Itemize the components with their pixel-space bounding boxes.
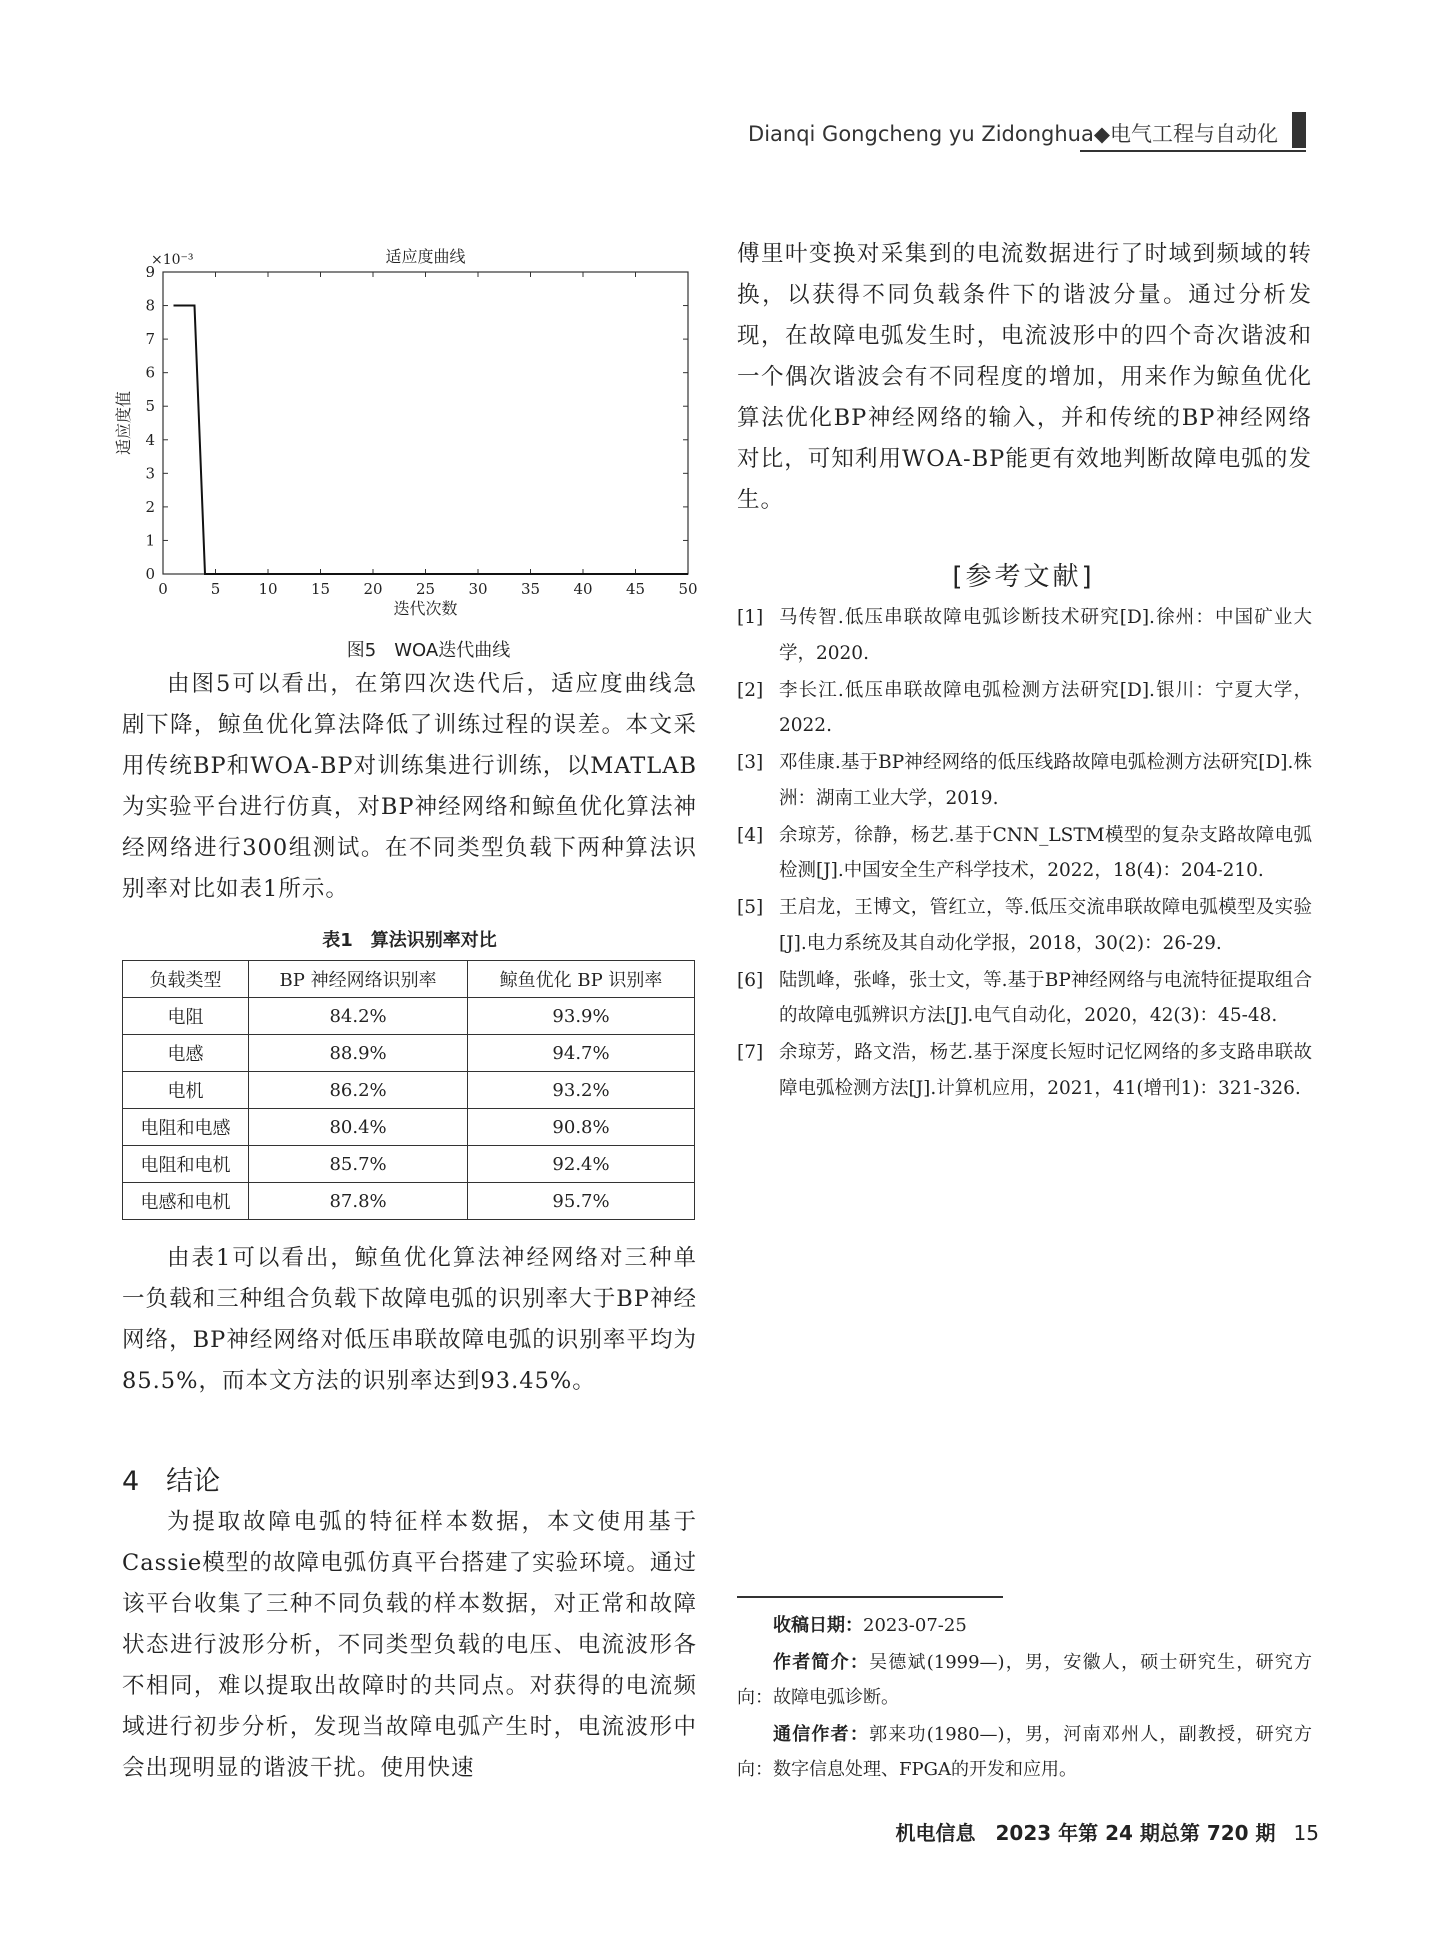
reference-item — [737, 600, 1312, 671]
reference-number: [6] — [737, 969, 764, 991]
reference-item — [737, 963, 1312, 1034]
table-header-cell: 鲸鱼优化 BP 识别率 — [468, 961, 695, 998]
table-cell: 电感和电机 — [123, 1183, 249, 1220]
table-cell: 86.2% — [249, 1072, 468, 1109]
table-cell: 95.7% — [468, 1183, 695, 1220]
x-axis-label: 迭代次数 — [393, 599, 458, 618]
table-cell: 电机 — [123, 1072, 249, 1109]
table-header-cell: 负载类型 — [123, 961, 249, 998]
x-tick-label: 20 — [363, 580, 383, 598]
footnotes — [737, 1608, 1312, 1789]
reference-number: [7] — [737, 1042, 764, 1063]
reference-text: 王启龙，王博文，管红立，等.低压交流串联故障电弧模型及实验[J].电力系统及其自动化学报，2018，30(2)：26-29. — [779, 897, 1312, 954]
reference-number: [4] — [737, 824, 764, 846]
table-cell: 90.8% — [468, 1109, 695, 1146]
y-tick-label: 7 — [145, 330, 155, 349]
section-heading: 4 结论 — [122, 1466, 221, 1497]
table-cell: 93.2% — [468, 1072, 695, 1109]
reference-text: 余琼芳，路文浩，杨艺.基于深度长短时记忆网络的多支路串联故障电弧检测方法[J].计算机应用，2021，41(增刊1)：321-326. — [779, 1042, 1312, 1099]
footnote-item — [737, 1608, 1312, 1644]
footnote-text: 2023-07-25 — [863, 1615, 967, 1636]
body-paragraph-continued — [737, 234, 1312, 521]
footer-journal-issue: 机电信息 2023 年第 24 期总第 720 期 — [895, 1821, 1276, 1845]
footnote-item — [737, 1645, 1312, 1716]
reference-number: [3] — [737, 752, 764, 773]
y-tick-label: 0 — [145, 565, 155, 583]
footnote-text: 郭来功(1980—)，男，河南邓州人，副教授，研究方向：数字信息处理、FPGA的开发和应用。 — [737, 1723, 1312, 1780]
y-tick-label: 8 — [145, 296, 155, 315]
footnote-label: 通信作者： — [773, 1723, 870, 1745]
y-tick-label: 1 — [145, 531, 155, 550]
y-tick-label: 5 — [145, 397, 155, 416]
paragraph-text: 由图5可以看出，在第四次迭代后，适应度曲线急剧下降，鲸鱼优化算法降低了训练过程的误差。本文采用传统BP和WOA-BP对训练集进行训练，以MATLAB为实验平台进行仿真，对BP神经网络和鲸鱼优化算法神经网络进行300组测试。在不同类型负载下两种算法识别率对比如表1所示。 — [122, 671, 697, 902]
table-cell: 85.7% — [249, 1146, 468, 1183]
recognition-rate-table — [122, 960, 695, 1220]
table-title: 表1 算法识别率对比 — [322, 930, 497, 951]
header-bar-mark — [1292, 112, 1306, 148]
x-tick-label: 35 — [520, 580, 541, 598]
table-row — [123, 1183, 695, 1220]
table-cell: 电感 — [123, 1035, 249, 1072]
figure-caption: 图5 WOA迭代曲线 — [346, 640, 511, 661]
reference-item — [737, 745, 1312, 816]
body-paragraph-1 — [122, 664, 697, 910]
plot-frame — [163, 272, 688, 574]
fitness-series-line — [174, 306, 689, 574]
footnote-label: 作者简介： — [773, 1651, 870, 1673]
page-footer — [895, 1817, 1319, 1846]
footnote-label: 收稿日期： — [773, 1615, 863, 1636]
footnote-rule — [737, 1596, 1003, 1598]
header-rule — [1080, 150, 1306, 152]
x-tick-label: 5 — [210, 580, 221, 598]
reference-item — [737, 818, 1312, 889]
table-cell: 电阻 — [123, 998, 249, 1035]
x-tick-label: 10 — [258, 580, 278, 598]
chart-title: 适应度曲线 — [385, 247, 466, 266]
reference-text: 陆凯峰，张峰，张士文，等.基于BP神经网络与电流特征提取组合的故障电弧辨识方法[J].电气自动化，2020，42(3)：45-48. — [779, 969, 1312, 1026]
table-row — [123, 1072, 695, 1109]
reference-text: 李长江.低压串联故障电弧检测方法研究[D].银川：宁夏大学，2022. — [779, 679, 1312, 736]
reference-number: [1] — [737, 607, 764, 628]
y-multiplier: ×10⁻³ — [151, 252, 194, 268]
reference-text: 邓佳康.基于BP神经网络的低压线路故障电弧检测方法研究[D].株洲：湖南工业大学，2019. — [779, 752, 1312, 809]
x-tick-label: 0 — [158, 580, 168, 598]
table-cell: 电阻和电机 — [123, 1146, 249, 1183]
x-tick-label: 30 — [468, 580, 488, 598]
table-cell: 84.2% — [249, 998, 468, 1035]
fitness-curve-chart — [105, 240, 705, 630]
paragraph-text: 由表1可以看出，鲸鱼优化算法神经网络对三种单一负载和三种组合负载下故障电弧的识别率大于BP神经网络，BP神经网络对低压串联故障电弧的识别率平均为85.5%，而本文方法的识别率达到93.45%。 — [122, 1245, 697, 1394]
y-tick-label: 3 — [145, 464, 155, 483]
x-tick-label: 25 — [415, 580, 436, 598]
table-header-cell: BP 神经网络识别率 — [249, 961, 468, 998]
table-cell: 92.4% — [468, 1146, 695, 1183]
y-tick-label: 6 — [145, 363, 155, 382]
reference-item — [737, 1035, 1312, 1106]
y-tick-label: 9 — [145, 263, 155, 281]
running-header — [748, 112, 1306, 152]
x-tick-label: 45 — [625, 580, 646, 598]
reference-text: 余琼芳，徐静，杨艺.基于CNN_LSTM模型的复杂支路故障电弧检测[J].中国安全生产科学技术，2022，18(4)：204-210. — [779, 824, 1312, 881]
y-tick-label: 2 — [145, 497, 155, 516]
table-row — [123, 1109, 695, 1146]
footnote-text: 吴德斌(1999—)，男，安徽人，硕士研究生，研究方向：故障电弧诊断。 — [737, 1651, 1312, 1708]
x-tick-label: 50 — [678, 580, 698, 598]
journal-name: Dianqi Gongcheng yu Zidonghua◆电气工程与自动化 — [748, 122, 1278, 146]
table-cell: 94.7% — [468, 1035, 695, 1072]
table-header-row — [123, 961, 695, 998]
table-row — [123, 1146, 695, 1183]
references-title: [参考文献] — [952, 562, 1095, 592]
table-cell: 93.9% — [468, 998, 695, 1035]
page-number: 15 — [1293, 1821, 1319, 1845]
footnote-item — [737, 1717, 1312, 1788]
reference-item — [737, 673, 1312, 744]
table-cell: 80.4% — [249, 1109, 468, 1146]
y-tick-label: 4 — [145, 430, 155, 449]
reference-list — [737, 600, 1312, 1108]
reference-text: 马传智.低压串联故障电弧诊断技术研究[D].徐州：中国矿业大学，2020. — [779, 607, 1312, 664]
table-row — [123, 1035, 695, 1072]
table-cell: 87.8% — [249, 1183, 468, 1220]
reference-number: [5] — [737, 897, 764, 918]
body-paragraph-2 — [122, 1238, 697, 1402]
paragraph-text: 为提取故障电弧的特征样本数据，本文使用基于Cassie模型的故障电弧仿真平台搭建了实验环境。通过该平台收集了三种不同负载的样本数据，对正常和故障状态进行波形分析，不同类型负载的电压、电流波形各不相同，难以提取出故障时的共同点。对获得的电流频域进行初步分析，发现当故障电弧产生时，电流波形中会出现明显的谐波干扰。使用快速 — [122, 1509, 697, 1781]
table-row — [123, 998, 695, 1035]
y-axis-label: 适应度值 — [114, 390, 133, 456]
x-tick-label: 15 — [310, 580, 331, 598]
reference-number: [2] — [737, 679, 764, 701]
paragraph-text: 傅里叶变换对采集到的电流数据进行了时域到频域的转换，以获得不同负载条件下的谐波分量。通过分析发现，在故障电弧发生时，电流波形中的四个奇次谐波和一个偶次谐波会有不同程度的增加，用来作为鲸鱼优化算法优化BP神经网络的输入，并和传统的BP神经网络对比，可知利用WOA-BP能更有效地判断故障电弧的发生。 — [737, 241, 1312, 513]
reference-item — [737, 890, 1312, 961]
table-cell: 88.9% — [249, 1035, 468, 1072]
x-tick-label: 40 — [573, 580, 593, 598]
table-cell: 电阻和电感 — [123, 1109, 249, 1146]
body-paragraph-3 — [122, 1502, 697, 1789]
